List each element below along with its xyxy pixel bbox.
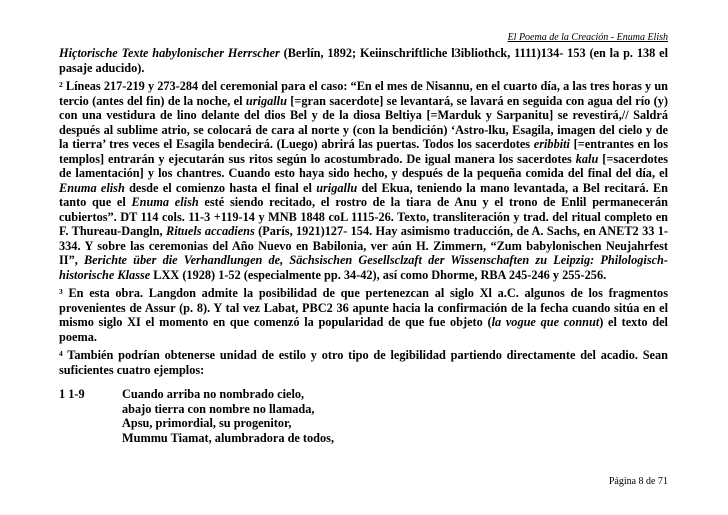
- verse-excerpt: [59, 387, 668, 445]
- verse-line: Mummu Tiamat, alumbradora de todos,: [122, 430, 335, 445]
- verse-reference: 1 1-9: [59, 387, 85, 401]
- page-number: Página 8 de 71: [608, 476, 668, 487]
- footnote-number: 3: [59, 287, 63, 296]
- footnote-number: 2: [59, 80, 63, 89]
- verse-lines: [122, 387, 334, 445]
- verse-line: Cuando arriba no nombrado cielo,: [122, 387, 305, 401]
- footnote-3: $^3$ En esta obra. Langdon admite la posibilidad de que pertenezcan al siglo Xl a.C. algunos de los fragmentos provenientes de Assur (p. 8). Y tal vez Labat, PBC2 36 apunte hacia la confirmación de la fecha cuando sitúa en el mismo siglo XI el momento en que comenzó la popularidad de que fue objeto (la vogue que connut) el texto del poema.: [59, 286, 668, 344]
- footnote-1-continued: Hiçtorische Texte habylonischer Herrscher (Berlín, 1892; Keiinschriftliche l3ibliothck, 1111)134- 153 (en la p. 138 el pasaje aducido).: [59, 46, 668, 75]
- running-header: El Poema de la Creación - Enuma Elish: [507, 32, 668, 43]
- document-page: [59, 0, 668, 515]
- book-title: Hiçtorische Texte habylonischer Herrscher: [59, 46, 280, 60]
- footnote-number: 4: [59, 349, 63, 358]
- verse-line: Apsu, primordial, su progenitor,: [122, 416, 292, 430]
- verse-line: abajo tierra con nombre no llamada,: [122, 401, 315, 416]
- footnotes-body: [59, 46, 668, 445]
- footnote-2: $^2$ Líneas 217-219 y 273-284 del ceremonial para el caso: “En el mes de Nisannu, en el cuarto día, a las tres horas y un tercio (antes del fin) de la noche, el urigallu [=gran sacerdote] se levantará, se lavará en seguida con agua del río (y) con una vestidura de lino delante del dios Bel y de la diosa Beltiya [=Marduk y Sarpanitu] se revestirá,// Saldrá después al sublime atrio, se colocará de cara al norte y (con la bendición) ‘Astro-lku, Esagila, imagen del cielo y de la tierra’ tres veces el Esagila bendecirá. (Luego) abrirá las puertas. Todos los sacerdotes eribbiti [=entrantes en los templos] entrarán y ejecutarán sus ritos según lo acostumbrado. De igual manera los sacerdotes kalu [=sacerdotes de lamentación] y los chantres. Cuando esto haya sido hecho, y después de la pequeña comida del final del día, el Enuma elish desde el comienzo hasta el final el urigallu del Ekua, teniendo la mano levantada, a Bel recitará. En tanto que el Enuma elish esté siendo recitado, el rostro de la tiara de Anu y el trono de Enlil permanecerán cubiertos”. DT 114 cols. 11-3 +119-14 y MNB 1848 coL 1115-26. Texto, transliteración y trad. del ritual completo en F. Thureau-Dangln, Rituels accadiens (París, 1921)127- 154. Hay asimismo traducción, de A. Sachs, en ANET2 33 1-334. Y sobre las ceremonias del Año Nuevo en Babilonia, ver aún H. Zimmern, “Zum babylonischen Neujahrfest II”, Berichte über die Verhandlungen de, Sächsischen Gesellsclzaft der Wissenschaften zu Leipzig: Philologisch-historische Klasse LXX (1928) 1-52 (especialmente pp. 34-42), así como Dhorme, RBA 245-246 y 255-256.: [59, 79, 668, 282]
- footnote-4: $^4$ También podrían obtenerse unidad de estilo y otro tipo de legibilidad partiendo directamente del acadio. Sean suficientes cuatro ejemplos:: [59, 348, 668, 377]
